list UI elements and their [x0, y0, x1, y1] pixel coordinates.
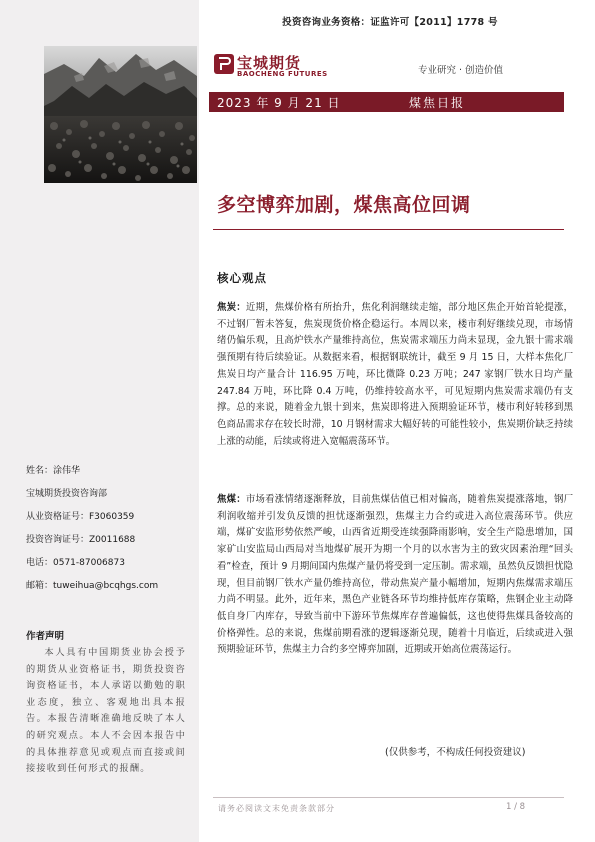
author-statement-title: 作者声明 — [26, 631, 65, 642]
email[interactable]: 邮箱：tuweihua@bcqhgs.com — [26, 581, 159, 591]
coal-photo — [44, 46, 197, 183]
date-bar — [209, 92, 564, 112]
company-logo — [213, 52, 373, 82]
advisory-cert: 投资咨询证号：Z0011688 — [26, 535, 136, 545]
logo-mark-icon — [213, 52, 235, 76]
department: 宝城期货投资咨询部 — [26, 489, 108, 499]
headline-divider — [213, 229, 564, 230]
coking-coal-text: 市场看涨情绪逐渐释放，目前焦煤估值已相对偏高，随着焦炭提涨落地，钢厂利润收缩并引发负反馈的担忧逐渐强烈，焦煤主力合约或进入高位震荡环节。供应端，煤矿安监形势依然严峻，山西省近期受连续强降雨影响，安全生产隐患增加，国家矿山安监局山西局对当地煤矿展开为期一个月的以水害为主的致灾因素治理“回头看”检查，预计 9 月期间国内焦煤产量仍将受到一定压制。需求端，虽然负反馈担忧隐现，但目前钢厂铁水产量仍维持高位，带动焦炭产量小幅增加，短期内焦煤需求端压力尚不明显。此外，近年来，黑色产业链各环节均维持低库存策略，焦钢企业主动降低自身厂内库存，导致当前中下游环节焦煤库存普遍偏低，这也使得焦煤具备较高的价格弹性。总的来说，焦煤前期看涨的逻辑逐渐兑现，随着十月临近，后续或进入强预期验证环节，焦煤主力合约多空博弈加剧，近期或开始高位震荡运行。 — [217, 494, 573, 656]
coking-coal-paragraph — [217, 492, 573, 659]
coke-paragraph — [217, 300, 573, 450]
coke-lead: 焦炭： — [217, 302, 246, 313]
phone: 电话：0571-87006873 — [26, 558, 125, 568]
footer-notice: 请务必阅读文末免责条款部分 — [218, 804, 335, 813]
report-date: 2023 年 9 月 21 日 — [217, 96, 341, 110]
author-statement: 本人具有中国期货业协会授予的期货从业资格证书，期货投资咨询资格证书，本人承诺以勤勉的职业态度，独立、客观地出具本报告。本报告清晰准确地反映了本人的研究观点。本人不会因本报告中的具体推荐意见或观点而直接或间接接收到任何形式的报酬。 — [26, 647, 186, 775]
coke-text: 近期，焦煤价格有所抬升，焦化利润继续走缩，部分地区焦企开始首轮提涨，不过钢厂暂未答复，焦炭现货价格企稳运行。本周以来，楼市利好继续兑现，市场情绪仍偏乐观，且高炉铁水产量维持高位，焦炭需求端压力尚未显现，金九银十需求端强预期有待后续验证。从数据来看，根据钢联统计，截至 9 月 15 日，大样本焦化厂焦炭日均产量合计 116.95 万吨，环比微降 0.23 万吨；247 家钢厂铁水日均产量 247.84 万吨，环比降 0.4 万吨，仍维持较高水平，可见短期内焦炭需求端仍有支撑。总的来说，随着金九银十到来，焦炭即将进入预期验证环节，楼市利好转移到黑色商品需求存在较长时滞，10 月钢材需求大幅好转的可能性较小，焦炭期价缺乏持续上涨的动能，后续或将进入宽幅震荡环节。 — [217, 302, 573, 447]
slogan: 专业研究 · 创造价值 — [418, 65, 504, 76]
company-name: 宝城期货 — [237, 54, 302, 72]
practice-cert: 从业资格证号：F3060359 — [26, 512, 135, 522]
report-type: 煤焦日报 — [409, 96, 466, 110]
report-headline: 多空博弈加剧，煤焦高位回调 — [217, 194, 471, 216]
coking-coal-lead: 焦煤： — [217, 494, 246, 505]
author-name: 姓名：涂伟华 — [26, 466, 81, 476]
company-name-en: BAOCHENG FUTURES — [237, 70, 328, 78]
section-title: 核心观点 — [217, 271, 267, 285]
disclaimer-note: (仅供参考，不构成任何投资建议) — [385, 747, 526, 758]
footer-divider — [213, 797, 564, 798]
license-line: 投资咨询业务资格：证监许可【2011】1778 号 — [282, 17, 498, 28]
page-number: 1 / 8 — [506, 802, 526, 812]
